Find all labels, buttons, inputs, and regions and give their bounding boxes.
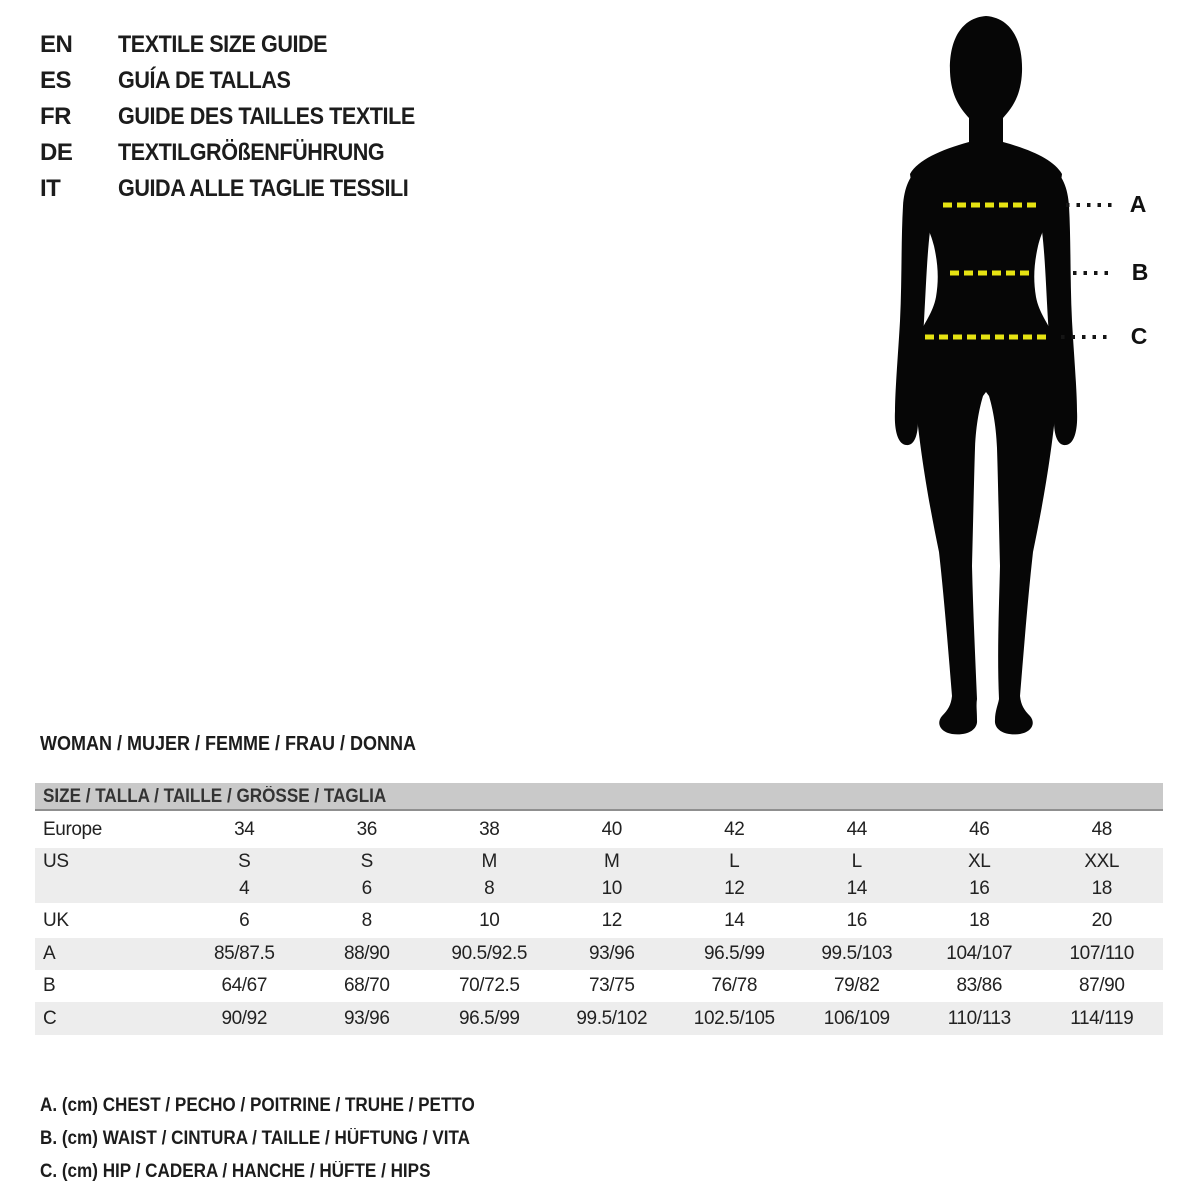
table-cell: 64/67 (221, 975, 268, 996)
table-cell: 73/75 (588, 975, 635, 996)
table-cell: M (604, 850, 620, 872)
table-cell: 10 (601, 878, 622, 899)
table-cell: 10 (479, 909, 500, 931)
legend-waist: B. (cm) WAIST / CINTURA / TAILLE / HÜFTUNG / VITA (40, 1128, 471, 1149)
list-item (40, 63, 448, 99)
table-row-hip (35, 1002, 1163, 1035)
table-cell: 46 (969, 818, 990, 840)
row-label: UK (43, 909, 69, 931)
table-row-us-letters (35, 848, 1163, 875)
table-row-uk (35, 903, 1163, 938)
measurement-legend (40, 1089, 523, 1188)
table-cell: S (238, 850, 251, 872)
guide-title: GUIDE DES TAILLES TEXTILE (118, 103, 415, 130)
table-cell: 68/70 (343, 975, 390, 996)
table-cell: XL (968, 850, 991, 872)
table-cell: 12 (601, 909, 622, 931)
language-code: IT (40, 175, 61, 202)
language-code: FR (40, 103, 71, 130)
table-cell: 70/72.5 (458, 975, 520, 996)
language-title-list (40, 27, 448, 207)
table-cell: 14 (846, 878, 867, 899)
table-cell: 16 (969, 878, 990, 899)
table-cell: 18 (1091, 878, 1112, 899)
table-cell: 44 (846, 818, 867, 840)
table-cell: 90/92 (221, 1007, 268, 1029)
legend-hip: C. (cm) HIP / CADERA / HANCHE / HÜFTE / HIPS (40, 1161, 431, 1182)
table-cell: 107/110 (1069, 943, 1134, 964)
table-cell: 93/96 (588, 943, 635, 964)
language-code: EN (40, 31, 73, 58)
table-cell: 18 (969, 909, 990, 931)
list-item (40, 27, 448, 63)
marker-label-c: C (1130, 323, 1148, 349)
guide-title: GUÍA DE TALLAS (118, 67, 291, 94)
table-cell: 85/87.5 (213, 943, 275, 964)
row-label: Europe (43, 818, 102, 840)
table-cell: 79/82 (833, 975, 880, 996)
table-row-chest (35, 938, 1163, 970)
table-cell: 16 (846, 909, 867, 931)
measurement-figure (858, 8, 1118, 738)
table-cell: 42 (724, 818, 745, 840)
table-cell: S (360, 850, 373, 872)
table-cell: 8 (484, 878, 495, 899)
language-code: DE (40, 139, 73, 166)
table-cell: 96.5/99 (458, 1007, 520, 1029)
size-table (35, 783, 1163, 1035)
table-cell: 96.5/99 (703, 943, 765, 964)
table-cell: 83/86 (956, 975, 1003, 996)
table-cell: 93/96 (343, 1007, 390, 1029)
guide-title: TEXTILGRÖßENFÜHRUNG (118, 139, 385, 166)
table-cell: 99.5/102 (576, 1007, 648, 1029)
table-cell: 36 (356, 818, 377, 840)
table-cell: 87/90 (1078, 975, 1125, 996)
list-item (40, 135, 448, 171)
table-cell: 106/109 (823, 1007, 890, 1029)
table-cell: 34 (234, 818, 255, 840)
table-cell: 76/78 (711, 975, 758, 996)
row-label: A (43, 943, 56, 964)
table-cell: XXL (1084, 850, 1120, 872)
table-cell: 110/113 (947, 1007, 1011, 1029)
row-label: C (43, 1007, 57, 1029)
table-row-europe (35, 811, 1163, 848)
category-line: WOMAN / MUJER / FEMME / FRAU / DONNA (40, 733, 416, 755)
size-table-header-text: SIZE / TALLA / TAILLE / GRÖSSE / TAGLIA (43, 786, 387, 807)
table-row-us-numbers (35, 875, 1163, 903)
size-table-header (35, 783, 1163, 811)
table-cell: 102.5/105 (693, 1007, 775, 1029)
table-cell: 8 (361, 909, 372, 931)
table-row-waist (35, 970, 1163, 1002)
table-cell: 88/90 (343, 943, 390, 964)
guide-title: TEXTILE SIZE GUIDE (118, 31, 328, 58)
table-cell: 6 (361, 878, 372, 899)
marker-label-a: A (1129, 191, 1147, 217)
table-cell: 6 (239, 909, 250, 931)
woman-silhouette-body (910, 16, 1062, 734)
table-cell: 90.5/92.5 (451, 943, 528, 964)
list-item (40, 171, 448, 207)
table-cell: L (729, 850, 740, 872)
table-cell: 4 (239, 878, 250, 899)
table-cell: 40 (601, 818, 622, 840)
row-label: US (43, 850, 69, 872)
guide-title: GUIDA ALLE TAGLIE TESSILI (118, 175, 409, 202)
language-code: ES (40, 67, 72, 94)
table-cell: 20 (1091, 909, 1112, 931)
table-cell: L (851, 850, 862, 872)
table-cell: 114/119 (1070, 1007, 1134, 1029)
marker-label-b: B (1131, 259, 1149, 285)
table-cell: M (481, 850, 497, 872)
woman-silhouette-svg (858, 8, 1118, 738)
legend-chest: A. (cm) CHEST / PECHO / POITRINE / TRUHE / PETTO (40, 1095, 475, 1116)
table-cell: 104/107 (946, 943, 1013, 964)
row-label: B (43, 975, 56, 996)
table-cell: 14 (724, 909, 745, 931)
table-cell: 12 (724, 878, 745, 899)
table-cell: 48 (1091, 818, 1112, 840)
list-item (40, 99, 448, 135)
table-cell: 99.5/103 (821, 943, 893, 964)
table-cell: 38 (479, 818, 500, 840)
